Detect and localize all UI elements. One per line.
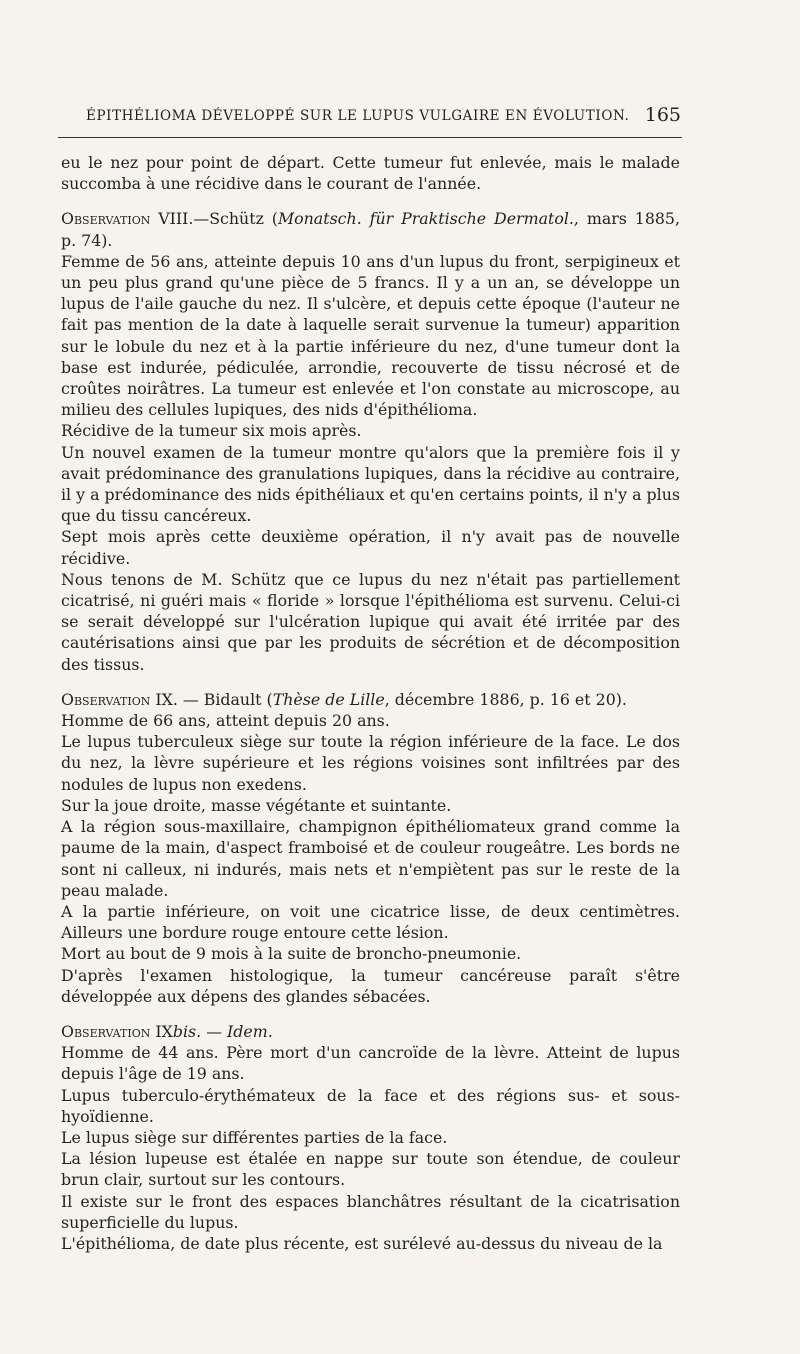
observation-heading-ix	[61, 689, 680, 710]
observation-heading-ix-bis	[61, 1021, 680, 1042]
paragraph: Homme de 44 ans. Père mort d'un cancroïde de la lèvre. Atteint de lupus depuis l'âge de 19 ans.	[61, 1043, 680, 1084]
paragraph: Homme de 66 ans, atteint depuis 20 ans.	[61, 711, 390, 731]
observation-idem: Idem.	[227, 1021, 273, 1041]
paragraph: Nous tenons de M. Schütz que ce lupus du nez n'était pas partiellement cicatrisé, ni guéri mais « floride » lorsque l'épithélioma est survenu. Celui-ci se serait développé sur l'ulcération lupique qui avait été irritée par des cautérisations ainsi que par les produits de sécrétion et de décomposition des tissus.	[61, 569, 680, 674]
header-rule	[58, 137, 682, 138]
running-header	[86, 104, 681, 130]
paragraph: A la région sous-maxillaire, champignon épithéliomateux grand comme la paume de la main, d'aspect framboisé et de couleur rougeâtre. Les bords ne sont ni calleux, ni indurés, mais nets et n'empiètent pas sur le reste de la peau malade.	[61, 817, 680, 900]
paragraph: eu le nez pour point de départ. Cette tumeur fut enlevée, mais le malade succomba à une récidive dans le courant de l'année.	[61, 153, 680, 194]
observation-label: Observation VIII.	[61, 209, 194, 229]
body-text	[61, 152, 680, 1254]
paragraph: Sept mois après cette deuxième opération, il n'y avait pas de nouvelle récidive.	[61, 527, 680, 568]
observation-author: —Schütz (	[193, 209, 278, 229]
paragraph: Il existe sur le front des espaces blanchâtres résultant de la cicatrisation superficielle du lupus.	[61, 1191, 680, 1232]
paragraph: Le lupus tuberculeux siège sur toute la région inférieure de la face. Le dos du nez, la lèvre supérieure et les régions voisines sont infiltrées par des nodules de lupus non exedens.	[61, 732, 680, 794]
observation-source: Thèse de Lille	[272, 689, 385, 709]
paragraph: L'épithélioma, de date plus récente, est surélevé au-dessus du niveau de la	[61, 1233, 663, 1253]
paragraph: La lésion lupeuse est étalée en nappe sur toute son étendue, de couleur brun clair, surtout sur les contours.	[61, 1149, 680, 1190]
paragraph: Femme de 56 ans, atteinte depuis 10 ans d'un lupus du front, serpigineux et un peu plus grand qu'une pièce de 5 francs. Il y a un an, se développe un lupus de l'aile gauche du nez. Il s'ulcère, et depuis cette époque (l'auteur ne fait pas mention de la date à laquelle serait survenue la tumeur) apparition sur le lobule du nez et à la partie inférieure du nez, d'une tumeur dont la base est indurée, pédiculée, arrondie, recouverte de tissu nécrosé et de croûtes noirâtres. La tumeur est enlevée et l'on constate au microscope, au milieu des cellules lupiques, des nids d'épithélioma.	[61, 251, 680, 420]
paragraph: Sur la joue droite, masse végétante et suintante.	[61, 795, 452, 815]
page-number: 165	[644, 104, 681, 126]
observation-bis: bis	[172, 1021, 197, 1041]
observation-dash: . —	[196, 1021, 228, 1041]
running-title: ÉPITHÉLIOMA DÉVELOPPÉ SUR LE LUPUS VULGAIRE EN ÉVOLUTION.	[86, 108, 630, 124]
observation-source-tail: , décembre 1886, p. 16 et 20).	[384, 689, 627, 709]
paragraph: Un nouvel examen de la tumeur montre qu'alors que la première fois il y avait prédominance des granulations lupiques, dans la récidive au contraire, il y a prédominance des nids épithéliaux et qu'en certains points, il n'y a plus que du tissu cancéreux.	[61, 442, 680, 526]
observation-source: Monatsch. für Praktische Dermatol.	[277, 209, 574, 229]
paragraph: Récidive de la tumeur six mois après.	[61, 421, 362, 441]
observation-label: Observation IX.	[61, 689, 178, 709]
paragraph: Le lupus siège sur différentes parties de la face.	[61, 1127, 448, 1147]
paragraph: D'après l'examen histologique, la tumeur cancéreuse paraît s'être développée aux dépens des glandes sébacées.	[61, 965, 680, 1006]
observation-source-tail: , mars 1885, p. 74).	[61, 209, 681, 250]
observation-label: Observation	[61, 1021, 151, 1041]
observation-heading-viii	[61, 208, 680, 250]
paragraph: Lupus tuberculo-érythémateux de la face et des régions sus- et sous-hyoïdienne.	[61, 1085, 680, 1126]
paragraph: Mort au bout de 9 mois à la suite de broncho-pneumonie.	[61, 944, 522, 964]
observation-number: IX	[150, 1021, 173, 1041]
observation-author: — Bidault (	[177, 689, 273, 709]
paragraph: A la partie inférieure, on voit une cicatrice lisse, de deux centimètres. Ailleurs une bordure rouge entoure cette lésion.	[61, 901, 680, 943]
